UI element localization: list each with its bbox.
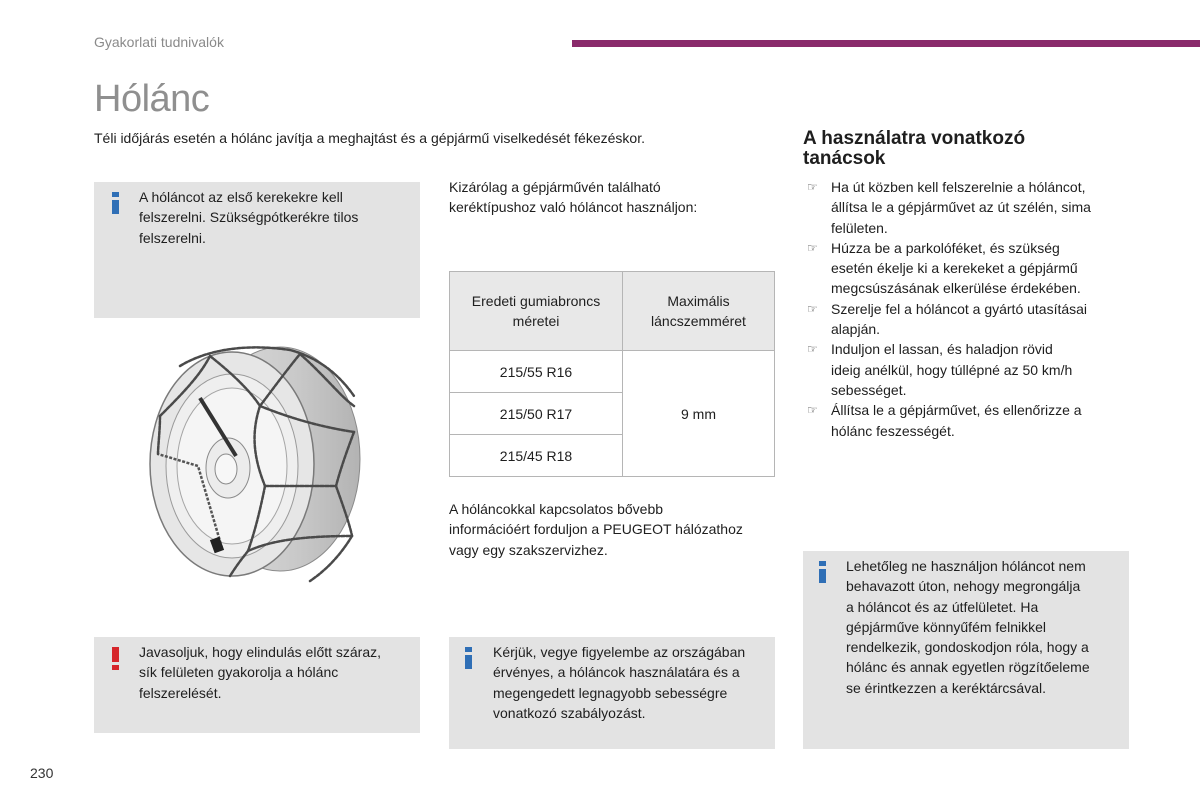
list-item: ☞ Állítsa le a gépjárművet, és ellenőrizze a hólánc feszességét. xyxy=(807,402,1082,439)
tips-list xyxy=(803,177,1133,441)
table-header-max-link: Maximális láncszemméret xyxy=(623,272,775,351)
table-cell-size: 215/45 R18 xyxy=(450,435,623,477)
pointing-hand-icon: ☞ xyxy=(807,342,818,357)
header-accent-bar xyxy=(572,40,1200,47)
table-cell-max-link: 9 mm xyxy=(623,351,775,477)
chain-intro-text: Kizárólag a gépjárművén található keréktípushoz való hóláncot használjon: xyxy=(449,179,698,216)
table-cell-size: 215/50 R17 xyxy=(450,393,623,435)
pointing-hand-icon: ☞ xyxy=(807,180,818,194)
pointing-hand-icon: ☞ xyxy=(807,403,818,418)
list-item: ☞ Húzza be a parkolóféket, és szükség esetén ékelje ki a kerekeket a gépjármű megcsúszásának elkerülése érdekében. xyxy=(807,239,1081,297)
intro-text: Téli időjárás esetén a hólánc javítja a meghajtást és a gépjármű viselkedését fékezéskor. xyxy=(94,130,645,146)
tire-snow-chain-illustration xyxy=(140,336,370,586)
page-number: 230 xyxy=(30,765,54,781)
list-item: ☞ Ha út közben kell felszerelnie a hóláncot, állítsa le a gépjárművet az út szélén, sima felületen. xyxy=(807,179,1091,236)
more-info-text: A hóláncokkal kapcsolatos bővebb információért forduljon a PEUGEOT hálózathoz vagy egy szakszervizhez. xyxy=(449,501,743,558)
note-front-wheels-text: A hóláncot az első kerekekre kell felszerelni. Szükségpótkerékre tilos felszerelni. xyxy=(139,189,359,246)
chain-size-table xyxy=(449,271,775,477)
note-rims xyxy=(803,551,1129,749)
table-header-tire-size: Eredeti gumiabroncs méretei xyxy=(450,272,623,351)
warning-practice-text: Javasoljuk, hogy elindulás előtt száraz, sík felületen gyakorolja a hólánc felszerelését. xyxy=(139,644,382,701)
list-item: ☞ Szerelje fel a hóláncot a gyártó utasításai alapján. xyxy=(807,300,1088,338)
page-title: Hólánc xyxy=(94,78,210,120)
note-rims-text: Lehetőleg ne használjon hóláncot nem behavazott úton, nehogy megrongálja a hóláncot és az útfelületet. Ha gépjárműve könnyűfém felnikkel rendelkezik, gondoskodjon róla, hogy a hólánc és annak egyetlen rögzítőeleme se érintkezzen a keréktárcsával. xyxy=(846,558,1090,696)
tips-heading: A használatra vonatkozó tanácsok xyxy=(803,128,1026,169)
table-row xyxy=(450,351,775,393)
pointing-hand-icon: ☞ xyxy=(807,240,818,255)
table-cell-size: 215/55 R16 xyxy=(450,351,623,393)
warning-practice xyxy=(94,637,420,733)
table-header-row xyxy=(450,272,775,351)
note-regulations xyxy=(449,637,775,749)
note-front-wheels xyxy=(94,182,420,318)
list-item: ☞ Induljon el lassan, és haladjon rövid ideig anélkül, hogy túllépné az 50 km/h sebességet. xyxy=(807,341,1073,398)
pointing-hand-icon: ☞ xyxy=(807,301,818,316)
note-regulations-text: Kérjük, vegye figyelembe az országában érvényes, a hóláncok használatára és a megengedett legnagyobb sebességre vonatkozó szabályozást. xyxy=(493,644,746,721)
section-label: Gyakorlati tudnivalók xyxy=(94,34,224,50)
